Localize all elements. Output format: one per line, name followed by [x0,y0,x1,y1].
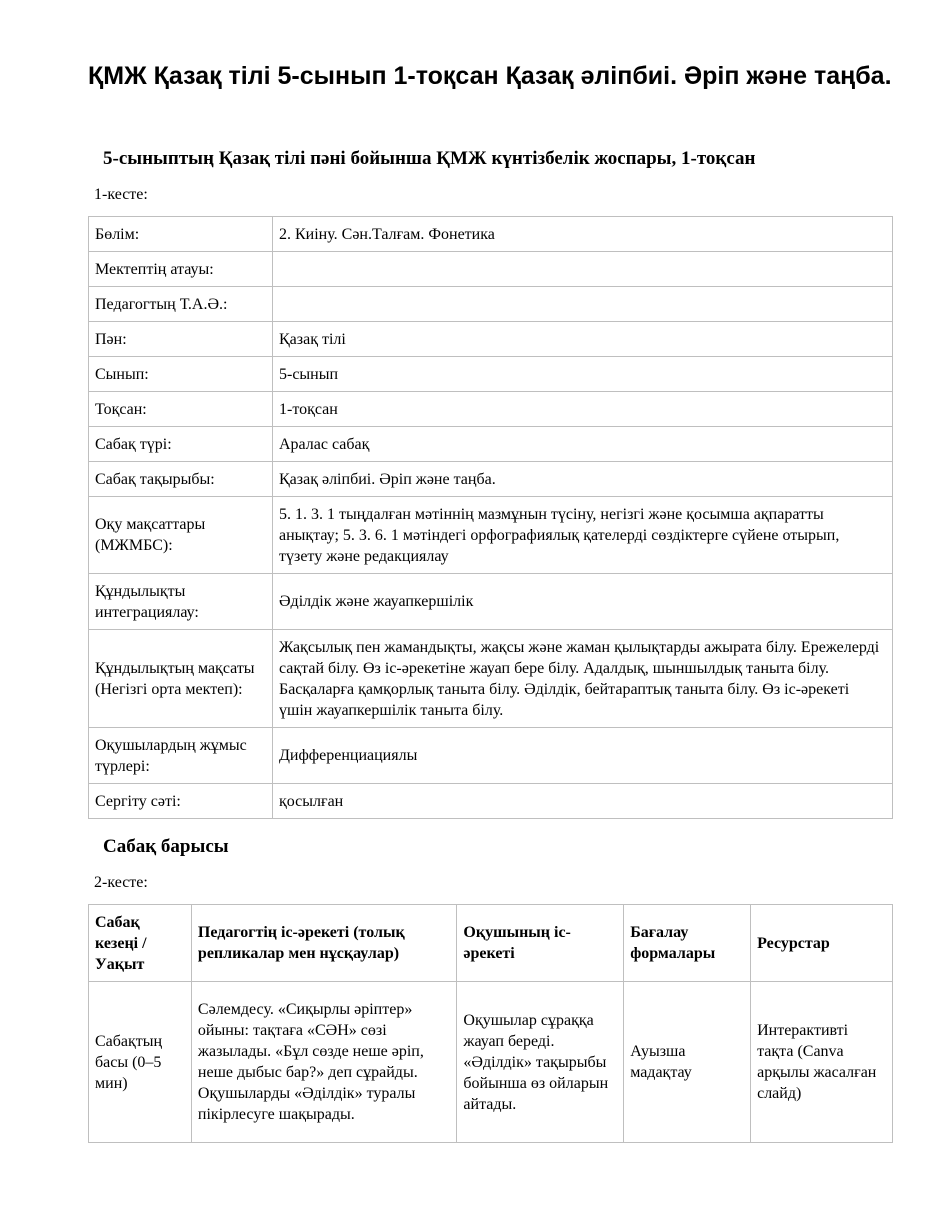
row-value: Дифференциациялы [273,728,893,784]
table-row [89,322,893,357]
row-value: 5. 1. 3. 1 тыңдалған мәтіннің мазмұнын түсіну, негізгі және қосымша ақпаратты анықтау; 5. 3. 6. 1 мәтіндегі орфографиялық қателерді сөздіктерге сүйене отырып, түзету және редакциялау [273,497,893,574]
table-row [89,427,893,462]
table-row [89,574,893,630]
row-label: Оқушылардың жұмыс түрлері: [89,728,273,784]
row-value: Қазақ тілі [273,322,893,357]
row-label: Сабақ түрі: [89,427,273,462]
row-label: Бөлім: [89,217,273,252]
row-value: 1-тоқсан [273,392,893,427]
row-value: қосылған [273,784,893,819]
table-row [89,252,893,287]
row-value: Әділдік және жауапкершілік [273,574,893,630]
row-value [273,287,893,322]
row-label: Құндылықтың мақсаты (Негізгі орта мектеп): [89,630,273,728]
table-row [89,497,893,574]
table-row [89,287,893,322]
table1-caption: 1-кесте: [94,186,148,203]
row-label: Сергіту сәті: [89,784,273,819]
row-value [273,252,893,287]
row-label: Тоқсан: [89,392,273,427]
row-label: Сынып: [89,357,273,392]
lesson-flow-heading: Сабақ барысы [103,836,229,857]
row-value: Жақсылық пен жамандықты, жақсы және жаман қылықтарды ажырата білу. Ережелерді сақтай білу. Өз іс-әрекетіне жауап бере білу. Адалдық, шыншылдық таныта білу. Басқаларға қамқорлық таныта білу. Әділдік, бейтараптық таныта білу. Өз іс-әрекеті үшін жауапкершілік таныта білу. [273,630,893,728]
document-title: ҚМЖ Қазақ тілі 5-сынып 1-тоқсан Қазақ әліпбиі. Әріп және таңба. [88,62,892,90]
table-header-row [89,905,893,982]
row-label: Оқу мақсаттары (МЖМБС): [89,497,273,574]
table2-caption: 2-кесте: [94,874,148,891]
plan-subtitle: 5-сыныптың Қазақ тілі пәні бойынша ҚМЖ күнтізбелік жоспары, 1-тоқсан [103,148,756,169]
lesson-flow-table [88,904,893,1143]
table-cell: Сабақтың басы (0–5 мин) [89,982,192,1143]
row-label: Пән: [89,322,273,357]
table-cell: Ауызша мадақтау [624,982,751,1143]
row-value: Аралас сабақ [273,427,893,462]
table-row [89,630,893,728]
table-row [89,392,893,427]
table-row [89,462,893,497]
column-header: Педагогтің іс-әрекеті (толық репликалар мен нұсқаулар) [191,905,456,982]
lesson-info-table [88,216,893,819]
table-row [89,728,893,784]
row-value: 2. Киіну. Сән.Талғам. Фонетика [273,217,893,252]
row-label: Құндылықты интеграциялау: [89,574,273,630]
table-row [89,784,893,819]
column-header: Оқушының іс-әрекеті [457,905,624,982]
row-value: 5-сынып [273,357,893,392]
table-row [89,357,893,392]
column-header: Ресурстар [751,905,893,982]
table-cell: Интерактивті тақта (Canva арқылы жасалған слайд) [751,982,893,1143]
table-row [89,982,893,1143]
row-label: Сабақ тақырыбы: [89,462,273,497]
row-label: Мектептің атауы: [89,252,273,287]
column-header: Бағалау формалары [624,905,751,982]
table-cell: Оқушылар сұраққа жауап береді. «Әділдік» тақырыбы бойынша өз ойларын айтады. [457,982,624,1143]
row-label: Педагогтың Т.А.Ә.: [89,287,273,322]
table-cell: Сәлемдесу. «Сиқырлы әріптер» ойыны: тақтаға «СӘН» сөзі жазылады. «Бұл сөзде неше әріп, неше дыбыс бар?» деп сұрайды. Оқушыларды «Әділдік» туралы пікірлесуге шақырады. [191,982,456,1143]
row-value: Қазақ әліпбиі. Әріп және таңба. [273,462,893,497]
column-header: Сабақ кезеңі / Уақыт [89,905,192,982]
table-row [89,217,893,252]
